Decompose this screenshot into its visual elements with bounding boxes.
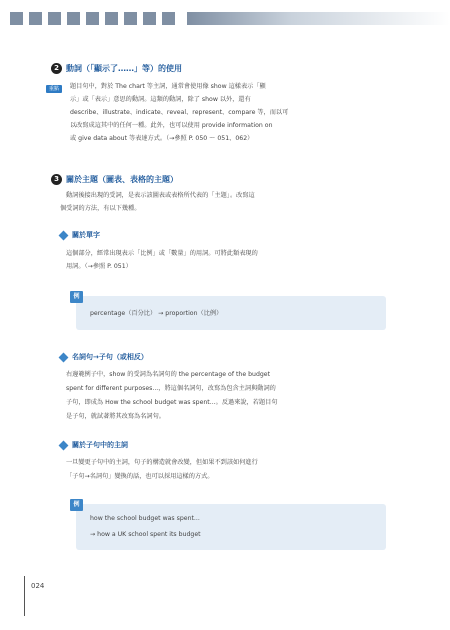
paragraph-line: 示」或「表示」意思的動詞。這類的動詞，除了 show 以外，還有 [70,96,251,103]
example-line: → how a UK school spent its budget [90,531,201,538]
header-decoration-bar [0,12,450,26]
paragraph-line: 這個部分，經常出現表示「比例」或「數量」的用詞。可將此類表現的 [66,250,258,257]
header-gradient [187,12,450,25]
paragraph-line: 題目句中，對於 The chart 等主詞，通常會使用像 show 這樣表示「顯 [70,83,266,90]
section-3-heading [51,174,178,185]
key-point-badge: 重點 [46,85,62,93]
subsection-heading-noun-to-clause [60,352,148,362]
paragraph-line: 子句，即成為 How the school budget was spent...。反過來說，若題目句 [66,399,278,406]
header-block [162,12,175,25]
example-tag: 例 [70,499,83,511]
header-block [10,12,23,25]
paragraph-line: spent for different purposes...，將這個名詞句，改寫為包含主詞與動詞的 [66,385,276,392]
paragraph-line: 動詞後接出現的受詞，是表示該圖表或表格所代表的「主題」。改寫這 [66,192,255,199]
example-tag: 例 [70,291,83,303]
paragraph-line: 「子句→名詞句」變換的話，也可以採用這樣的方式。 [66,473,214,480]
section-2-heading [51,63,182,74]
example-box [73,293,386,330]
paragraph-line: 一旦變更子句中的主詞，句子的構造就會改變，但如果不到該如何進行 [66,459,258,466]
header-block [29,12,42,25]
page-number: 024 [31,582,45,590]
section-number-badge: 3 [51,174,62,185]
section-title: 關於主題（圖表、表格的主題） [66,175,178,184]
paragraph-line: 右邊範例子中，show 的受詞為名詞句的 the percentage of the budget [66,371,271,378]
example-line: percentage（百分比） → proportion（比例） [90,310,223,317]
paragraph-line: 個受詞的方法，有以下幾種。 [60,205,141,212]
page-number-rule [24,576,25,616]
paragraph-line: describe、illustrate、indicate、reveal、represent、compare 等，而以可 [70,109,289,116]
header-block [105,12,118,25]
diamond-bullet-icon [59,230,69,240]
header-block [67,12,80,25]
example-box [73,501,386,550]
header-block [124,12,137,25]
diamond-bullet-icon [59,352,69,362]
section-number-badge: 2 [51,63,62,74]
subsection-heading-clause-subject [60,440,128,450]
paragraph-line: 用詞。（→參照 P. 051） [66,263,132,270]
header-block [86,12,99,25]
subsection-title: 關於單字 [72,231,100,239]
subsection-title: 關於子句中的主詞 [72,441,128,449]
section-title: 動詞（「顯示了……」等）的使用 [66,64,182,73]
subsection-heading-vocabulary [60,230,100,240]
paragraph-line: 是子句，就試著將其改寫為名詞句。 [66,413,165,420]
example-line: how the school budget was spent... [90,515,200,522]
paragraph-line: 以改寫成這其中的任何一種。此外，也可以使用 provide information on [70,122,273,129]
paragraph-line: 或 give data about 等表達方式。（→參照 P. 050 ～ 051、062） [70,135,254,142]
diamond-bullet-icon [59,440,69,450]
subsection-title: 名詞句→子句（或相反） [72,353,148,361]
header-block [143,12,156,25]
header-block [48,12,61,25]
